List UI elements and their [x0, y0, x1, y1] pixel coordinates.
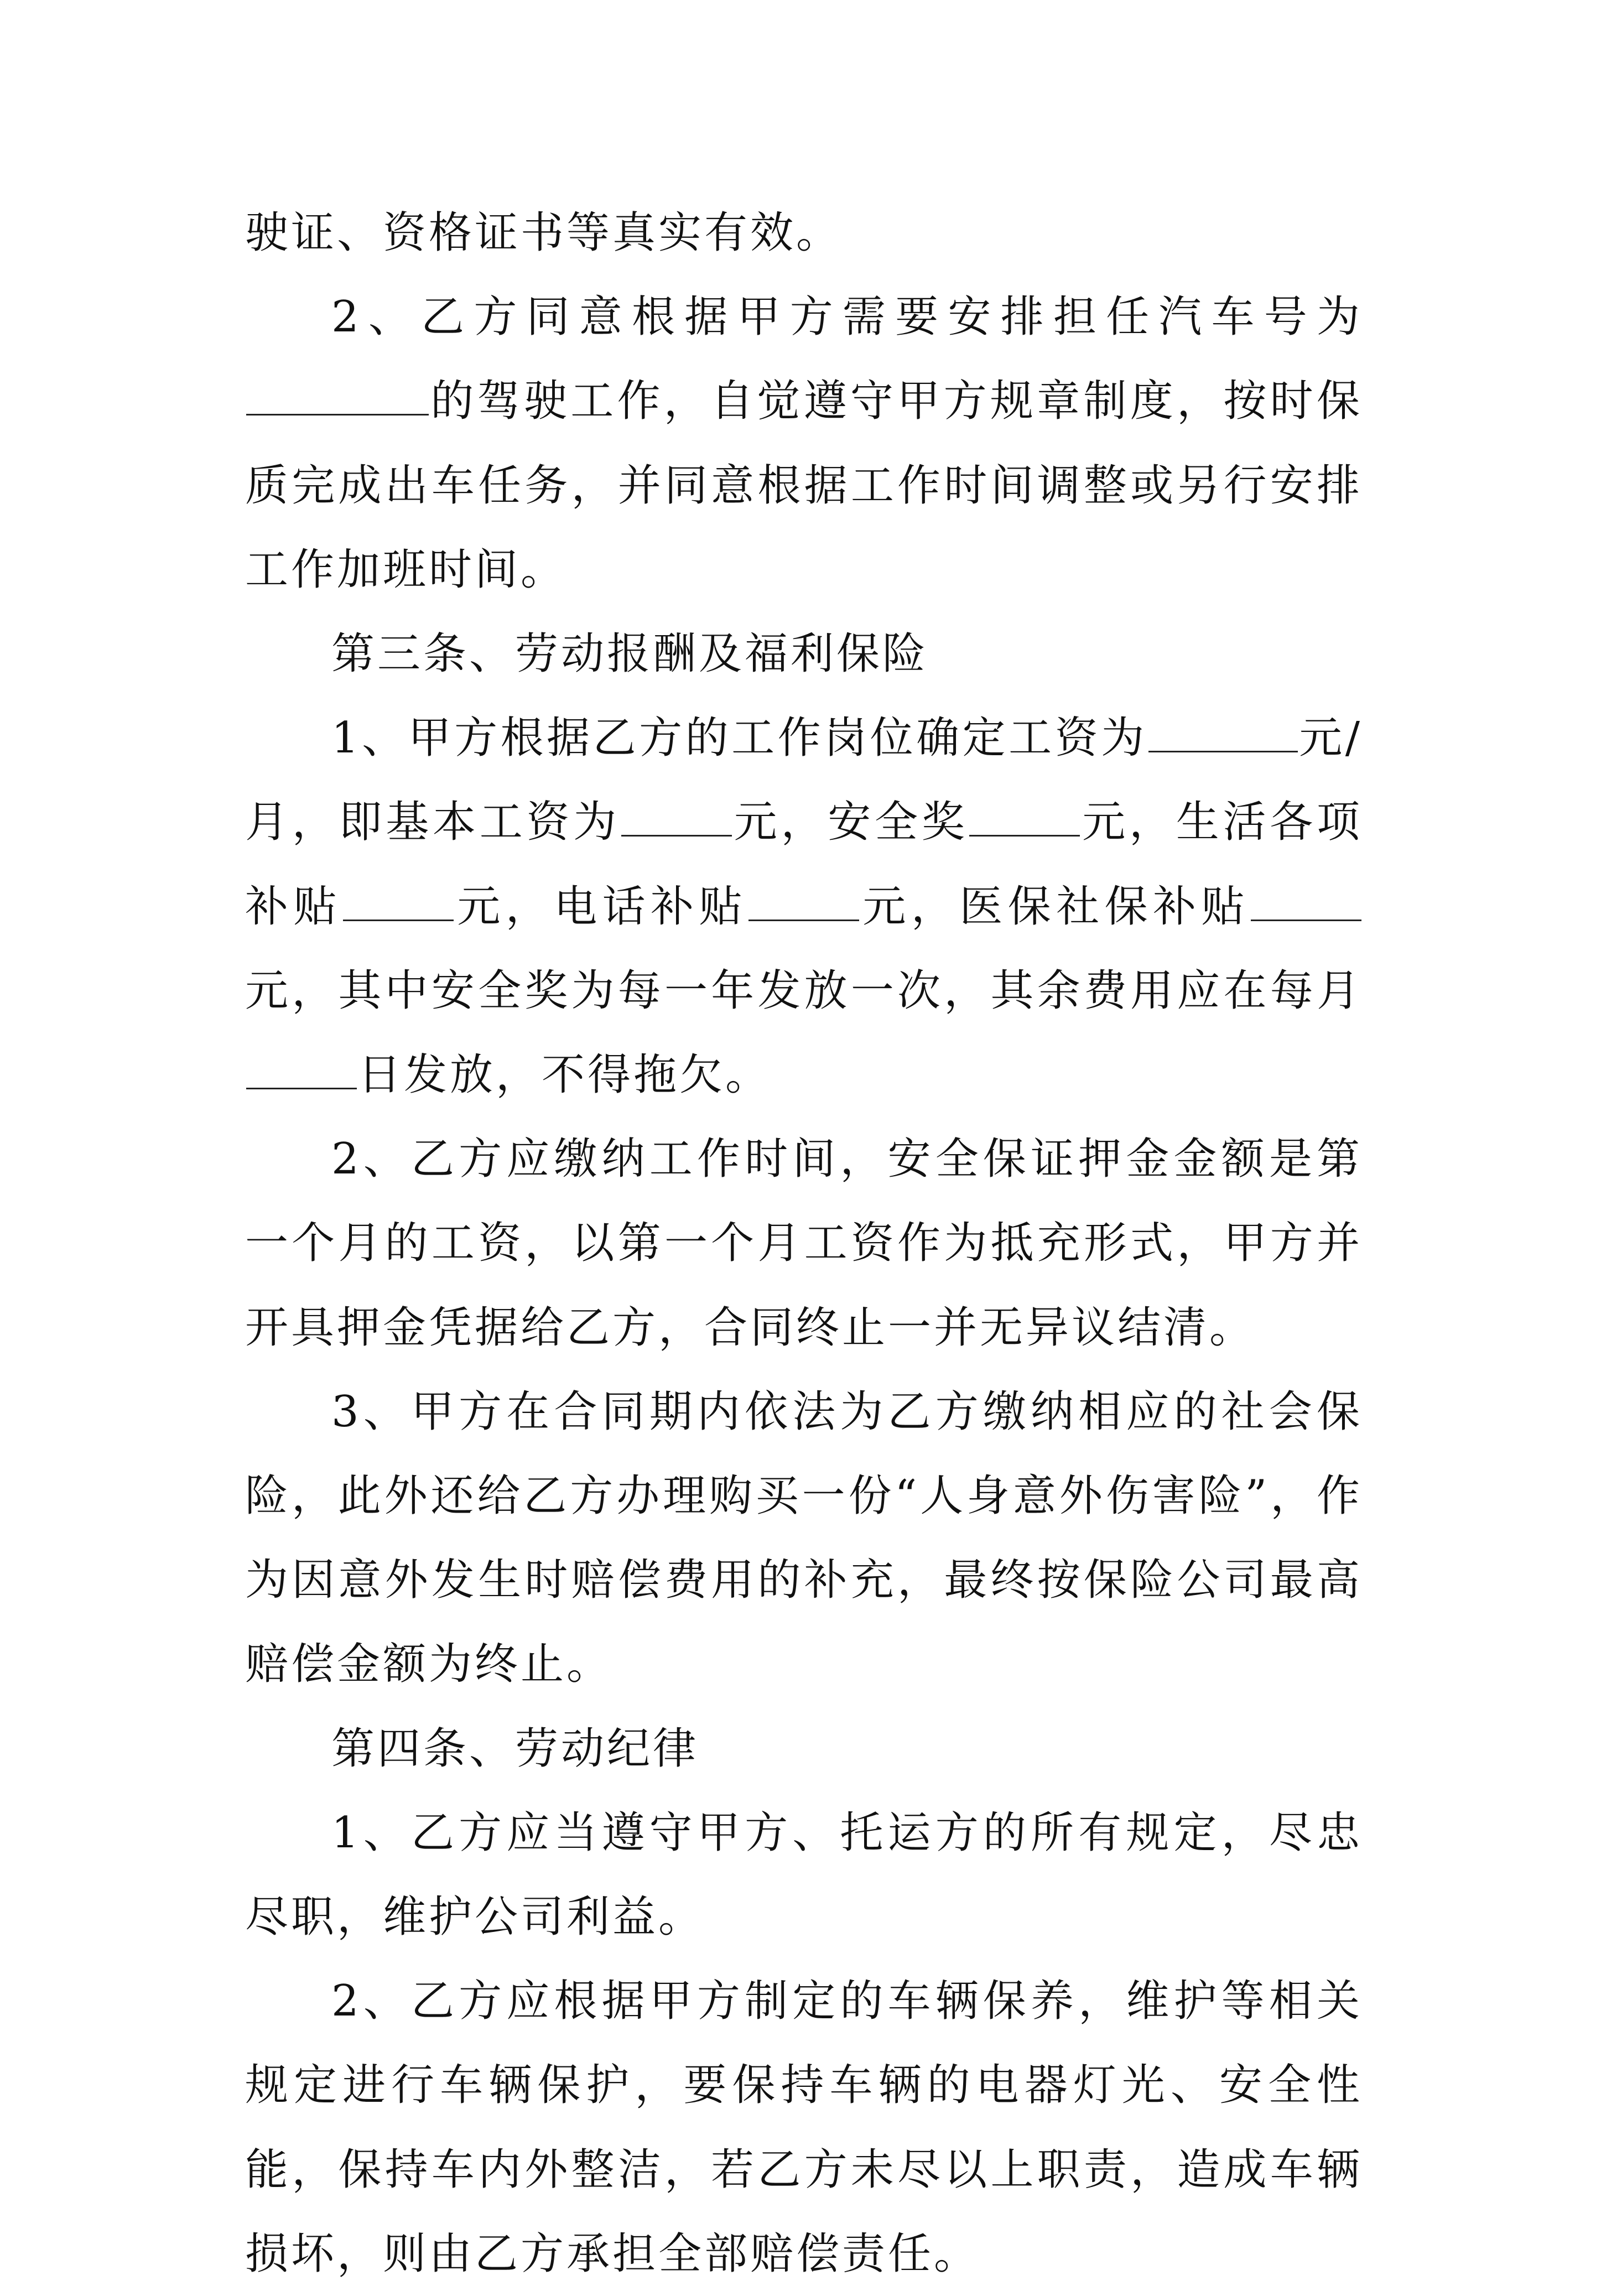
phone-allowance-blank — [748, 879, 859, 921]
monthly-salary-blank — [1148, 710, 1298, 752]
paragraph-deposit — [245, 1117, 1363, 1370]
heading-text: 第三条、劳动报酬及福利保险 — [331, 629, 929, 679]
paragraph-text: 2、乙方应缴纳工作时间，安全保证押金金额是第一个月的工资，以第一个月工资作为抵充形式，甲方并开具押金凭据给乙方，合同终止一并无异议结清。 — [245, 1134, 1363, 1353]
paragraph-text: 3、甲方在合同期内依法为乙方缴纳相应的社会保险，此外还给乙方办理购买一份“人身意外伤害险”，作为因意外发生时赔偿费用的补充，最终按保险公司最高赔偿金额为终止。 — [245, 1386, 1363, 1690]
safety-bonus-blank — [969, 794, 1080, 837]
paragraph-text: 元，生活各项补贴 — [245, 797, 1363, 932]
paragraph-insurance — [245, 1370, 1363, 1707]
paragraph-text: 元，其中安全奖为每一年发放一次，其余费用应在每月 — [245, 965, 1363, 1016]
paragraph-text: 2、乙方同意根据甲方需要安排担任汽车号为 — [331, 292, 1363, 342]
paragraph-driving-duty — [245, 275, 1363, 612]
paragraph-text: 驶证、资格证书等真实有效。 — [245, 208, 843, 258]
paragraph-vehicle-maintenance — [245, 1959, 1363, 2296]
section-heading-article-4 — [245, 1707, 1363, 1791]
heading-text: 第四条、劳动纪律 — [331, 1723, 699, 1774]
section-heading-article-3 — [245, 612, 1363, 696]
paragraph-text: 的驾驶工作，自觉遵守甲方规章制度，按时保质完成出车任务，并同意根据工作时间调整或另行安排工作加班时间。 — [245, 376, 1363, 595]
paragraph-continuation — [245, 191, 1363, 275]
base-salary-blank — [621, 794, 732, 837]
paragraph-text: 元/月，即基本工资为 — [245, 713, 1363, 848]
paragraph-discipline-rules — [245, 1791, 1363, 1959]
paragraph-text: 2、乙方应根据甲方制定的车辆保养，维护等相关规定进行车辆保护，要保持车辆的电器灯光、安全性能，保持车内外整洁，若乙方未尽以上职责，造成车辆损坏，则由乙方承担全部赔偿责任。 — [245, 1976, 1363, 2279]
paragraph-text: 元，医保社保补贴 — [860, 881, 1250, 932]
paragraph-salary — [245, 696, 1363, 1117]
paragraph-text: 元，电话补贴 — [454, 881, 747, 932]
paragraph-text: 1、甲方根据乙方的工作岗位确定工资为 — [331, 713, 1147, 763]
pay-day-blank — [246, 1047, 357, 1089]
insurance-allowance-blank — [1251, 879, 1361, 921]
paragraph-text: 元，安全奖 — [732, 797, 969, 848]
living-allowance-blank — [343, 879, 454, 921]
document-body — [245, 191, 1363, 2296]
vehicle-number-blank — [246, 373, 429, 415]
paragraph-text: 日发放，不得拖欠。 — [358, 1050, 772, 1100]
paragraph-text: 1、乙方应当遵守甲方、托运方的所有规定，尽忠尽职，维护公司利益。 — [245, 1807, 1363, 1942]
